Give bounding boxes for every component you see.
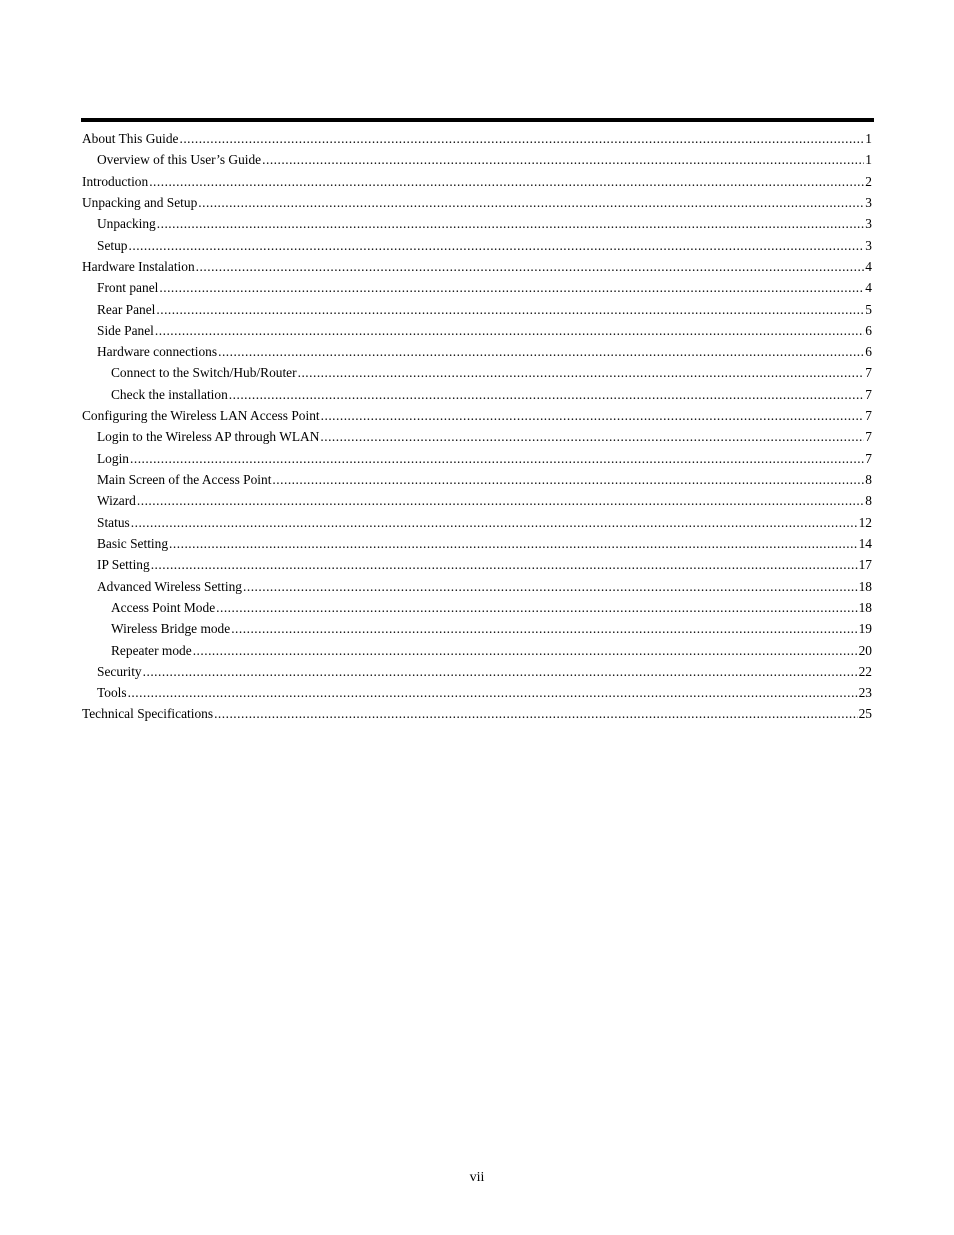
toc-dot-leader [216, 597, 857, 618]
toc-dot-leader [231, 618, 857, 639]
toc-entry-title: Front panel [97, 280, 159, 296]
toc-entry[interactable] [82, 661, 872, 682]
toc-entry-title: Security [97, 663, 142, 679]
toc-dot-leader [131, 512, 858, 533]
toc-entry[interactable] [82, 426, 872, 447]
toc-entry-page: 1 [865, 152, 872, 168]
toc-dot-leader [243, 576, 858, 597]
toc-dot-leader [298, 362, 865, 383]
toc-entry-title: About This Guide [82, 131, 179, 146]
toc-entry[interactable] [82, 597, 872, 618]
toc-dot-leader [137, 490, 864, 511]
toc-entry[interactable] [82, 469, 872, 490]
toc-dot-leader [151, 554, 858, 575]
toc-entry-title: Login [97, 450, 129, 466]
toc-entry-title: Rear Panel [97, 301, 156, 317]
top-rule [81, 118, 874, 122]
toc-dot-leader [272, 469, 864, 490]
toc-dot-leader [129, 235, 865, 256]
toc-entry-title: Check the installation [111, 386, 228, 402]
toc-dot-leader [262, 149, 864, 170]
toc-entry[interactable] [82, 490, 872, 511]
toc-entry[interactable] [82, 682, 872, 703]
toc-entry-page: 1 [865, 131, 872, 146]
toc-entry-title: Main Screen of the Access Point [97, 472, 272, 487]
table-of-contents [82, 128, 872, 725]
toc-entry-title: IP Setting [97, 557, 150, 573]
toc-entry-page: 7 [865, 386, 872, 402]
toc-dot-leader [321, 405, 865, 426]
toc-entry-page: 3 [865, 194, 872, 210]
toc-dot-leader [149, 171, 864, 192]
toc-entry-page: 8 [865, 472, 872, 487]
toc-dot-leader [218, 341, 864, 362]
toc-entry-title: Repeater mode [111, 642, 192, 658]
toc-entry-title: Status [97, 514, 130, 530]
toc-entry[interactable] [82, 512, 872, 533]
toc-dot-leader [179, 128, 864, 149]
toc-entry-page: 8 [865, 493, 872, 509]
toc-entry-page: 7 [865, 365, 872, 381]
toc-entry-title: Advanced Wireless Setting [97, 578, 242, 594]
toc-entry-title: Basic Setting [97, 535, 169, 551]
toc-entry-title: Login to the Wireless AP through WLAN [97, 429, 320, 445]
toc-entry-page: 18 [858, 578, 872, 594]
toc-entry-page: 19 [858, 621, 872, 637]
toc-entry[interactable] [82, 320, 872, 341]
toc-entry-page: 17 [858, 557, 872, 573]
toc-entry-page: 4 [865, 258, 872, 274]
toc-entry-title: Hardware Instalation [82, 258, 195, 274]
toc-dot-leader [130, 448, 864, 469]
toc-entry[interactable] [82, 299, 872, 320]
toc-entry-title: Side Panel [97, 322, 154, 338]
page-number: vii [469, 1170, 485, 1185]
toc-entry-page: 7 [865, 450, 872, 466]
toc-entry-title: Configuring the Wireless LAN Access Point [82, 408, 320, 424]
toc-dot-leader [157, 213, 865, 234]
toc-entry-page: 7 [865, 429, 872, 445]
toc-entry-page: 6 [865, 344, 872, 360]
toc-entry[interactable] [82, 341, 872, 362]
toc-entry-title: Technical Specifications [82, 706, 214, 722]
toc-dot-leader [169, 533, 858, 554]
toc-entry-page: 4 [865, 280, 872, 296]
toc-dot-leader [143, 661, 858, 682]
toc-entry-page: 2 [865, 173, 872, 189]
toc-entry[interactable] [82, 128, 872, 149]
toc-entry-page: 5 [865, 301, 872, 317]
toc-entry[interactable] [82, 618, 872, 639]
toc-entry-title: Overview of this User’s Guide [97, 152, 262, 168]
toc-entry-page: 12 [858, 514, 872, 530]
toc-dot-leader [320, 426, 864, 447]
toc-entry-page: 3 [865, 216, 872, 232]
toc-entry-title: Introduction [82, 173, 149, 189]
toc-entry[interactable] [82, 533, 872, 554]
toc-entry[interactable] [82, 384, 872, 405]
toc-entry-title: Access Point Mode [111, 599, 216, 615]
toc-entry-title: Setup [97, 237, 128, 253]
toc-entry[interactable] [82, 703, 872, 724]
toc-entry-title: Hardware connections [97, 344, 218, 360]
toc-dot-leader [155, 320, 864, 341]
toc-dot-leader [198, 192, 864, 213]
toc-entry[interactable] [82, 213, 872, 234]
toc-entry[interactable] [82, 256, 872, 277]
toc-entry[interactable] [82, 554, 872, 575]
toc-entry[interactable] [82, 171, 872, 192]
toc-entry-page: 6 [865, 322, 872, 338]
toc-entry-title: Wireless Bridge mode [111, 621, 231, 637]
toc-dot-leader [196, 256, 865, 277]
toc-entry[interactable] [82, 640, 872, 661]
toc-dot-leader [229, 384, 865, 405]
toc-entry-title: Unpacking and Setup [82, 194, 198, 210]
toc-dot-leader [214, 703, 858, 724]
toc-dot-leader [159, 277, 864, 298]
toc-entry-page: 20 [858, 642, 872, 658]
toc-entry[interactable] [82, 405, 872, 426]
toc-entry-title: Connect to the Switch/Hub/Router [111, 365, 297, 381]
toc-entry-page: 23 [858, 685, 872, 701]
toc-entry-page: 22 [858, 663, 872, 679]
toc-entry[interactable] [82, 235, 872, 256]
toc-entry-page: 7 [865, 408, 872, 424]
toc-dot-leader [156, 299, 864, 320]
toc-entry-title: Unpacking [97, 216, 156, 232]
toc-entry-page: 18 [858, 599, 872, 615]
toc-dot-leader [193, 640, 858, 661]
toc-entry-page: 14 [858, 535, 872, 551]
toc-entry[interactable] [82, 192, 872, 213]
toc-entry-page: 3 [865, 237, 872, 253]
toc-entry[interactable] [82, 362, 872, 383]
toc-entry[interactable] [82, 576, 872, 597]
toc-dot-leader [128, 682, 858, 703]
toc-entry[interactable] [82, 149, 872, 170]
toc-entry[interactable] [82, 448, 872, 469]
toc-entry-page: 25 [858, 706, 872, 722]
toc-entry[interactable] [82, 277, 872, 298]
toc-entry-title: Tools [97, 685, 127, 701]
toc-entry-title: Wizard [97, 493, 136, 509]
